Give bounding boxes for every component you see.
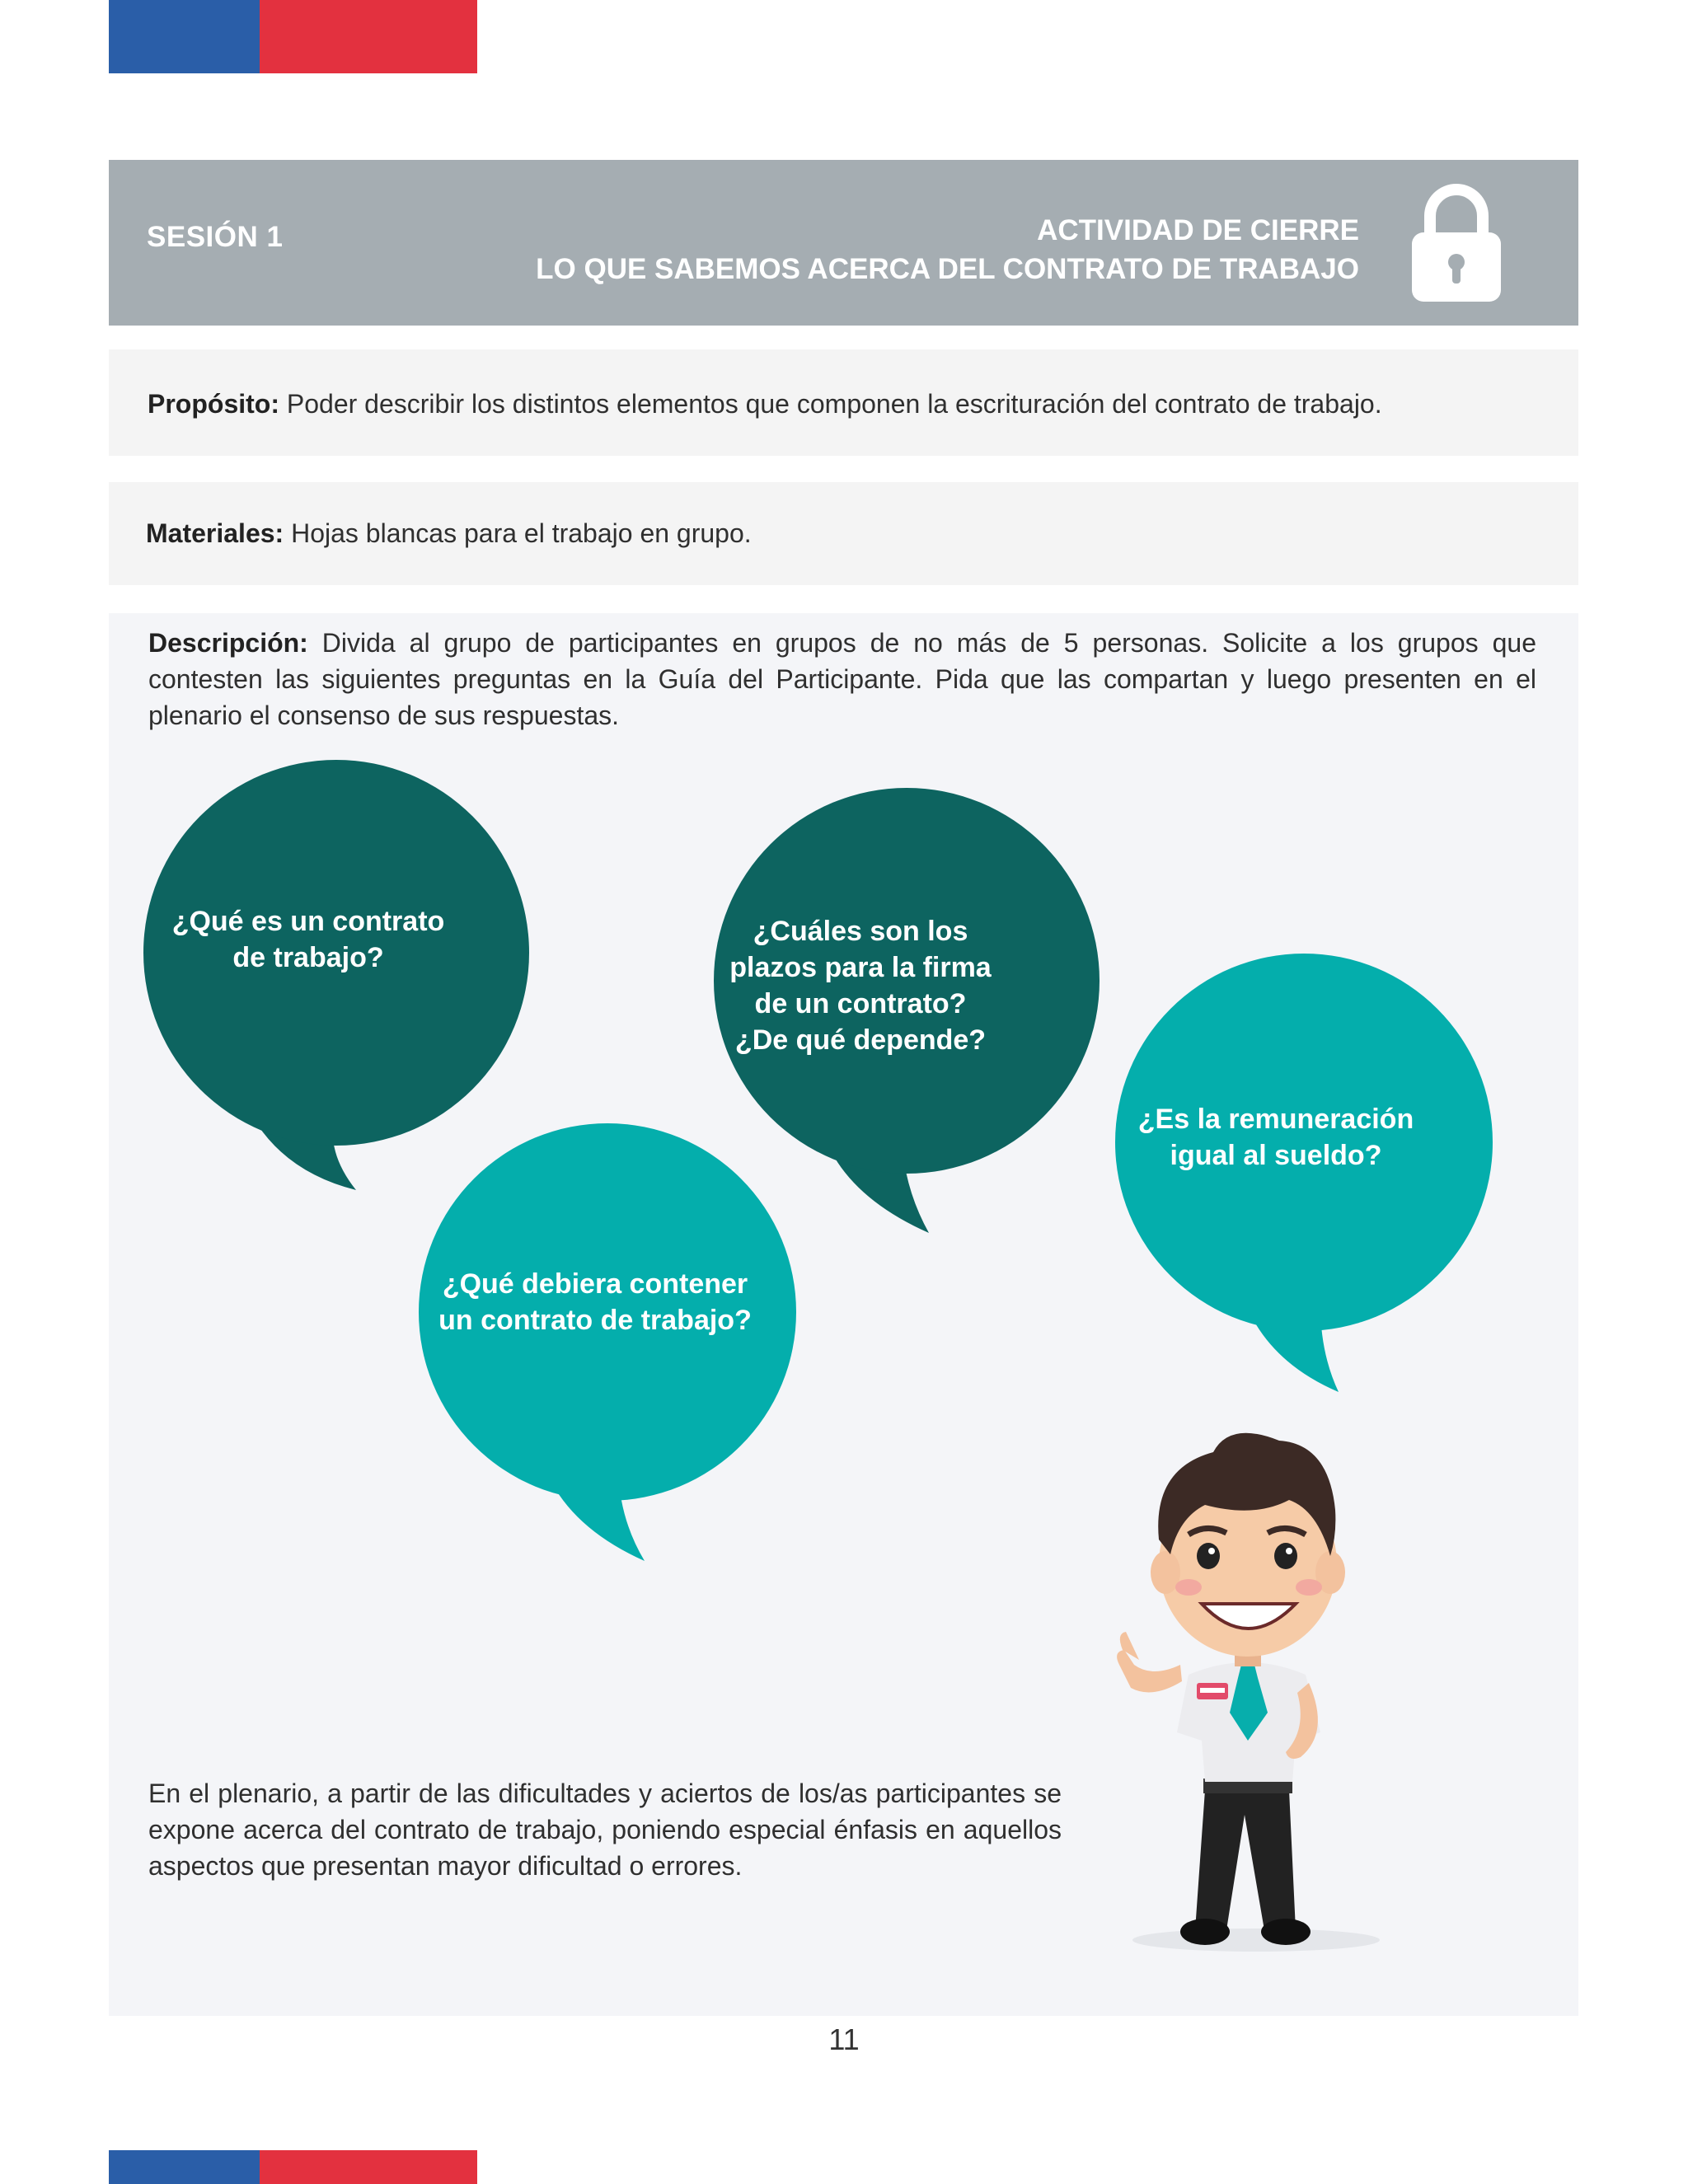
smiling-worker-illustration [1073,1403,1419,1963]
page-number: 11 [828,2022,860,2056]
flag-red-block [260,2150,477,2184]
activity-title-line2: LO QUE SABEMOS ACERCA DEL CONTRATO DE TRABAJO [536,253,1359,285]
purpose-text [148,386,1382,422]
purpose-body: Poder describir los distintos elementos que componen la escrituración del contrato de trabajo. [279,389,1382,419]
session-label: SESIÓN 1 [147,221,284,253]
closing-paragraph: En el plenario, a partir de las dificultades y aciertos de los/as participantes se expone acerca del contrato de trabajo, poniendo especial énfasis en aquellos aspectos que presentan mayor dificultad o errores. [148,1779,1062,1881]
purpose-label: Propósito: [148,389,279,419]
question-3: ¿Es la remuneración igual al sueldo? [1137,1104,1414,1171]
materials-label: Materiales: [146,518,284,548]
description-box [109,613,1578,2016]
lock-icon [1407,178,1506,303]
description-body: Divida al grupo de participantes en grupos de no más de 5 personas. Solicite a los grupos que contesten las siguientes preguntas en la Guía del Participante. Pida que las compartan y luego presenten en el plenario el consenso de sus respuestas. [148,628,1536,730]
session-header [109,160,1578,326]
speech-bubble-4 [419,1123,796,1561]
materials-text [146,515,752,551]
activity-title-line1: ACTIVIDAD DE CIERRE [1037,214,1359,246]
question-2: ¿Cuáles son los plazos para la firma de un contrato? ¿De qué depende? [729,916,992,1056]
activity-title [536,211,1359,288]
flag-stripe-bottom [109,2150,477,2184]
flag-blue-block [109,2150,260,2184]
materials-box [109,482,1578,585]
flag-red-block [260,0,477,73]
question-4: ¿Qué debiera contener un contrato de trabajo? [438,1268,752,1336]
question-1: ¿Qué es un contrato de trabajo? [171,906,445,973]
description-label: Descripción: [148,628,308,658]
materials-body: Hojas blancas para el trabajo en grupo. [284,518,752,548]
flag-stripe-top [109,0,477,73]
flag-blue-block [109,0,260,73]
purpose-box [109,349,1578,456]
